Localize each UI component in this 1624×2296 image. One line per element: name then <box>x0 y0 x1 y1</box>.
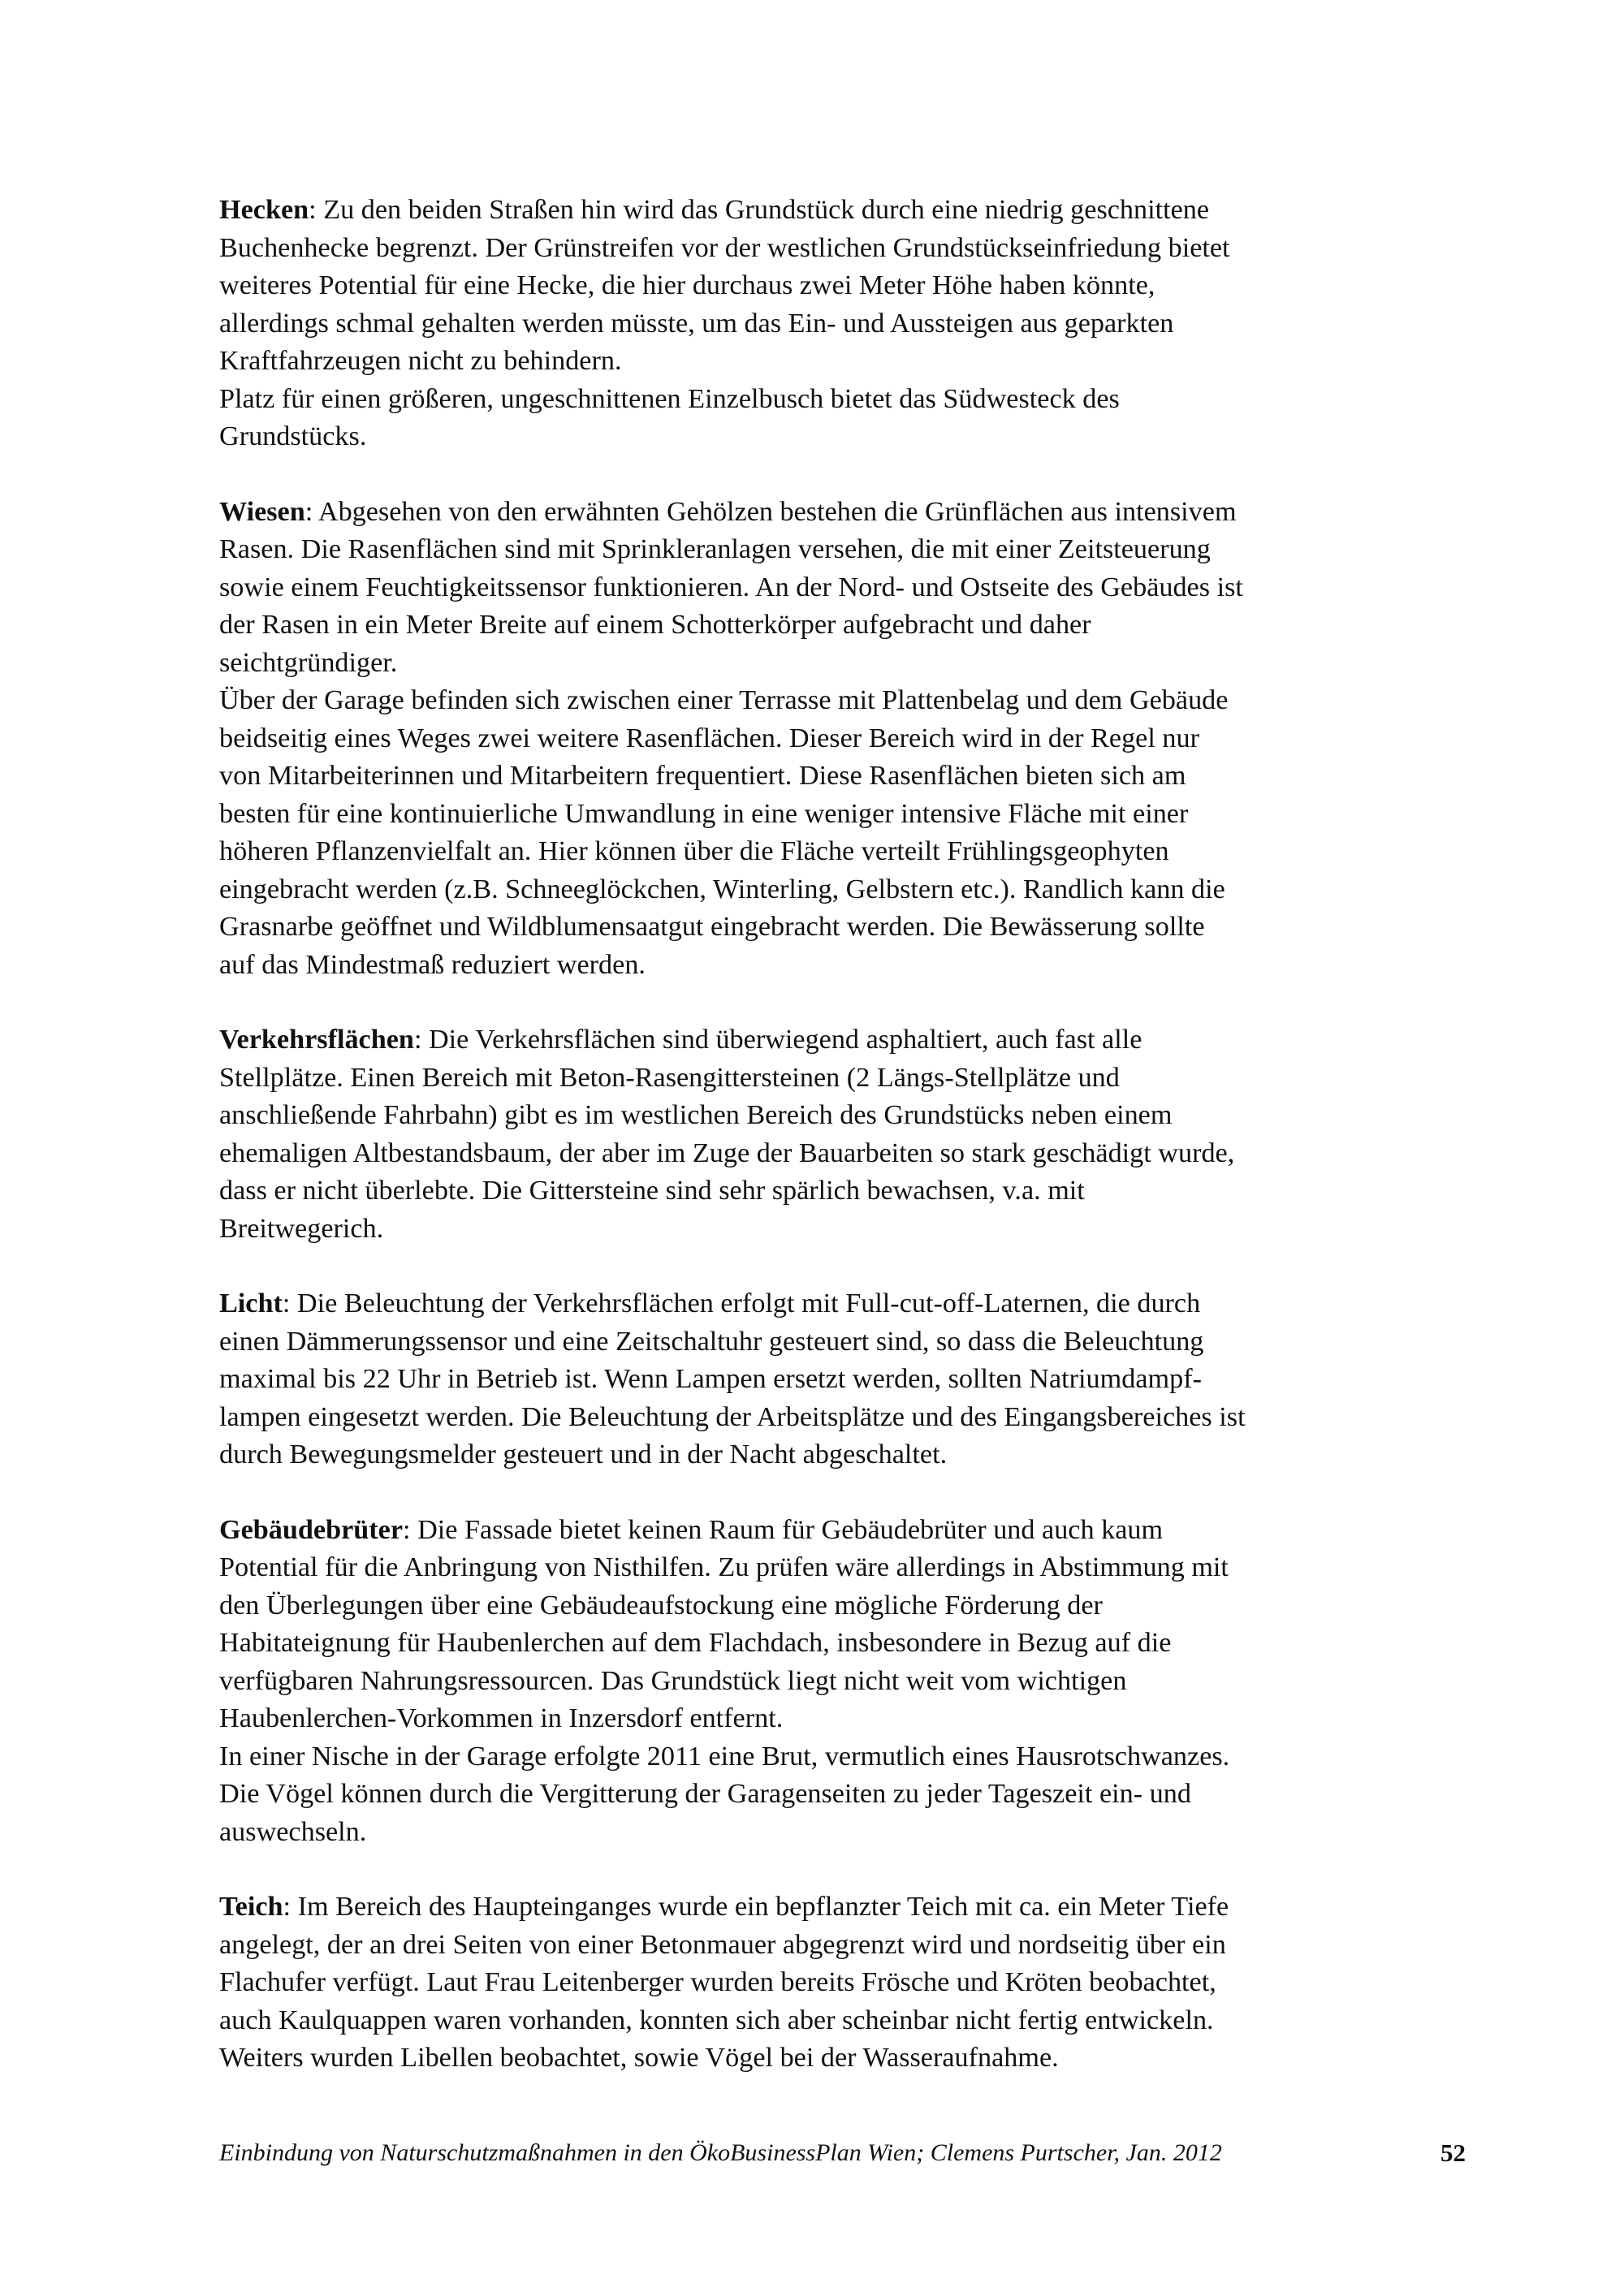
page-body <box>219 192 1437 2115</box>
paragraph <box>219 1285 1437 1474</box>
paragraph <box>219 192 1437 381</box>
term-separator: : <box>403 1514 411 1545</box>
paragraph-text: Im Bereich des Haupteinganges wurde ein bepflanzter Teich mit ca. ein Meter Tiefe angelegt, der an drei Seiten von einer Betonmauer abgegrenzt wird und nordseitig über ein Flachufer verfügt. Laut Frau Leitenberger wurden bereits Frösche und Kröten beobachtet, auch Kaulquappen waren vorhanden, konnten sich aber scheinbar nicht fertig entwickeln. Weiters wurden Libellen beobachtet, sowie Vögel bei der Wasseraufnahme. <box>219 1892 1229 2073</box>
page-number: 52 <box>1440 2138 1466 2167</box>
section-teich <box>219 1888 1437 2078</box>
section-term: Hecken <box>219 195 309 225</box>
section-term: Gebäudebrüter <box>219 1514 404 1545</box>
paragraph-text: Die Beleuchtung der Verkehrsflächen erfolgt mit Full-cut-off-Laternen, die durch einen Dämmerungssensor und eine Zeitschaltuhr gesteuert sind, so dass die Beleuchtung maximal bis 22 Uhr in Betrieb ist. Wenn Lampen ersetzt werden, sollten Natriumdampf- lampen eingesetzt werden. Die Beleuchtung der Arbeitsplätze und des Eingangsbereiches ist durch Bewegungsmelder gesteuert und in der Nacht abgeschaltet. <box>219 1288 1246 1470</box>
paragraph <box>219 494 1437 683</box>
section-term: Verkehrsflächen <box>219 1025 414 1055</box>
term-separator: : <box>304 496 313 527</box>
term-separator: : <box>283 1892 292 1922</box>
term-separator: : <box>309 195 317 225</box>
page-footer <box>219 2137 1466 2169</box>
section-term: Teich <box>219 1892 283 1922</box>
paragraph <box>219 1888 1437 2078</box>
section-licht <box>219 1285 1437 1474</box>
section-term: Wiesen <box>219 496 305 527</box>
paragraph-text: Zu den beiden Straßen hin wird das Grundstück durch eine niedrig geschnittene Buchenhecke begrenzt. Der Grünstreifen vor der westlichen Grundstückseinfriedung bietet weiteres Potential für eine Hecke, die hier durchaus zwei Meter Höhe haben könnte, allerdings schmal gehalten werden müsste, um das Ein- und Aussteigen aus geparkten Kraftfahrzeugen nicht zu behindern. <box>219 195 1230 376</box>
section-wiesen <box>219 494 1437 985</box>
paragraph-text: Die Fassade bietet keinen Raum für Gebäudebrüter und auch kaum Potential für die Anbringung von Nisthilfen. Zu prüfen wäre allerdings in Abstimmung mit den Überlegungen über eine Gebäudeaufstockung eine mögliche Förderung der Habitateignung für Haubenlerchen auf dem Flachdach, insbesondere in Bezug auf die verfügbaren Nahrungsressourcen. Das Grundstück liegt nicht weit vom wichtigen Haubenlerchen-Vorkommen in Inzersdorf entfernt. <box>219 1514 1229 1733</box>
footer-text: Einbindung von Naturschutzmaßnahmen in den ÖkoBusinessPlan Wien; Clemens Purtscher, Jan. 2012 <box>219 2139 1222 2166</box>
section-hecken <box>219 192 1437 456</box>
section-term: Licht <box>219 1288 283 1318</box>
paragraph-text: Abgesehen von den erwähnten Gehölzen bestehen die Grünflächen aus intensivem Rasen. Die Rasenflächen sind mit Sprinkleranlagen versehen, die mit einer Zeitsteuerung sowie einem Feuchtigkeitssensor funktionieren. An der Nord- und Ostseite des Gebäudes ist der Rasen in ein Meter Breite auf einem Schotterkörper aufgebracht und daher seichtgründiger. <box>219 496 1243 678</box>
term-separator: : <box>413 1025 422 1055</box>
paragraph <box>219 1512 1437 1738</box>
paragraph-text: Die Verkehrsflächen sind überwiegend asphaltiert, auch fast alle Stellplätze. Einen Bereich mit Beton-Rasengittersteinen (2 Längs-Stellplätze und anschließende Fahrbahn) gibt es im westlichen Bereich des Grundstücks neben einem ehemaligen Altbestandsbaum, der aber im Zuge der Bauarbeiten so stark geschädigt wurde, dass er nicht überlebte. Die Gittersteine sind sehr spärlich bewachsen, v.a. mit Breitwegerich. <box>219 1025 1235 1244</box>
paragraph: Über der Garage befinden sich zwischen einer Terrasse mit Plattenbelag und dem Gebäude beidseitig eines Weges zwei weitere Rasenflächen. Dieser Bereich wird in der Regel nur von Mitarbeiterinnen und Mitarbeitern frequentiert. Diese Rasenflächen bieten sich am besten für eine kontinuierliche Umwandlung in eine weniger intensive Fläche mit einer höheren Pflanzenvielfalt an. Hier können über die Fläche verteilt Frühlingsgeophyten eingebracht werden (z.B. Schneeglöckchen, Winterling, Gelbstern etc.). Randlich kann die Grasnarbe geöffnet und Wildblumensaatgut eingebracht werden. Die Bewässerung sollte auf das Mindestmaß reduziert werden. <box>219 685 1229 980</box>
term-separator: : <box>282 1288 291 1318</box>
section-gebaeudebrueter <box>219 1512 1437 1852</box>
paragraph: Platz für einen größeren, ungeschnittenen Einzelbusch bietet das Südwesteck des Grundstücks. <box>219 383 1120 451</box>
paragraph <box>219 1021 1437 1248</box>
section-verkehrsflaechen <box>219 1021 1437 1248</box>
paragraph: In einer Nische in der Garage erfolgte 2011 eine Brut, vermutlich eines Hausrotschwanzes. Die Vögel können durch die Vergitterung der Garagenseiten zu jeder Tageszeit ein- und auswechseln. <box>219 1741 1230 1847</box>
